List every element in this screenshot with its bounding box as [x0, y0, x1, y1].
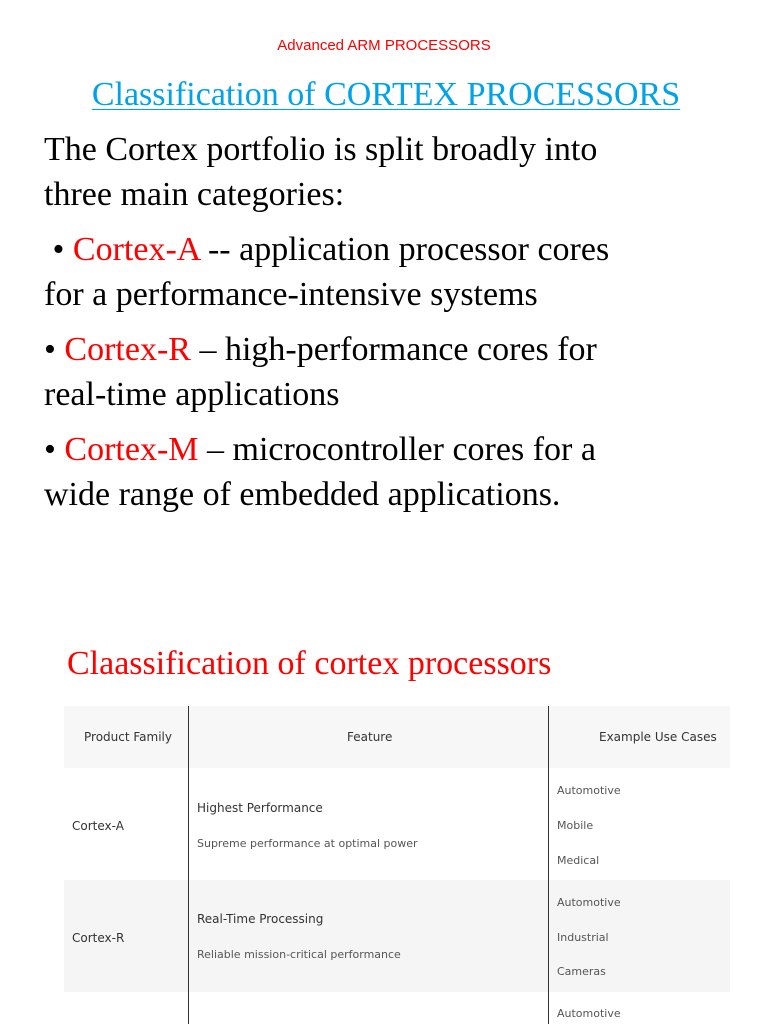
- bullet-cortex-r: [44, 327, 764, 417]
- bullet-marker: •: [44, 331, 65, 368]
- cell-use-case: Cameras: [557, 965, 606, 978]
- column-divider: [188, 706, 189, 1024]
- cell-product-family: Cortex-A: [72, 819, 124, 833]
- cell-use-case: Automotive: [557, 784, 621, 797]
- intro-line-2: three main categories:: [44, 176, 345, 213]
- bullet-text-line-2: wide range of embedded applications.: [44, 476, 561, 513]
- bullet-text-line-2: for a performance-intensive systems: [44, 276, 538, 313]
- table-header-row: [64, 706, 730, 768]
- bullet-text: -- application processor cores: [199, 231, 610, 268]
- cell-feature-description: Reliable mission-critical performance: [197, 948, 401, 961]
- bullet-text: – microcontroller cores for a: [198, 431, 596, 468]
- intro-line-1: The Cortex portfolio is split broadly into: [44, 131, 598, 168]
- cell-feature-description: Supreme performance at optimal power: [197, 837, 418, 850]
- header-example-use-cases: Example Use Cases: [599, 730, 717, 744]
- cell-use-case: Automotive: [557, 896, 621, 909]
- bullet-name: Cortex-M: [64, 431, 199, 468]
- bullet-cortex-m: [44, 427, 764, 517]
- table-row: [64, 768, 730, 880]
- bullet-marker: •: [44, 431, 65, 468]
- bullet-text-line-2: real-time applications: [44, 376, 340, 413]
- bullet-cortex-a: [44, 227, 764, 317]
- cell-use-case: Industrial: [557, 931, 609, 944]
- cell-use-case: Automotive: [557, 1007, 621, 1020]
- cell-feature-title: Highest Performance: [197, 801, 323, 815]
- page-title[interactable]: Classification of CORTEX PROCESSORS: [91, 76, 681, 113]
- cell-use-case: Medical: [557, 854, 600, 867]
- bullet-name: Cortex-R: [64, 331, 191, 368]
- header-feature: Feature: [347, 730, 393, 744]
- intro-paragraph: [44, 127, 764, 217]
- table-row: [64, 880, 730, 992]
- header-product-family: Product Family: [84, 730, 172, 744]
- bullet-name: Cortex-A: [72, 231, 200, 268]
- cell-use-case: Mobile: [557, 819, 594, 832]
- cell-product-family: Cortex-R: [72, 931, 125, 945]
- table-row: [64, 992, 730, 1024]
- column-divider: [548, 706, 549, 1024]
- bullet-marker: •: [44, 231, 73, 268]
- bullet-text: – high-performance cores for: [190, 331, 597, 368]
- table-title: Claassification of cortex processors: [67, 645, 552, 682]
- document-header: Advanced ARM PROCESSORS: [277, 37, 491, 54]
- classification-table: [64, 706, 730, 1024]
- cell-feature-title: Real-Time Processing: [197, 912, 324, 926]
